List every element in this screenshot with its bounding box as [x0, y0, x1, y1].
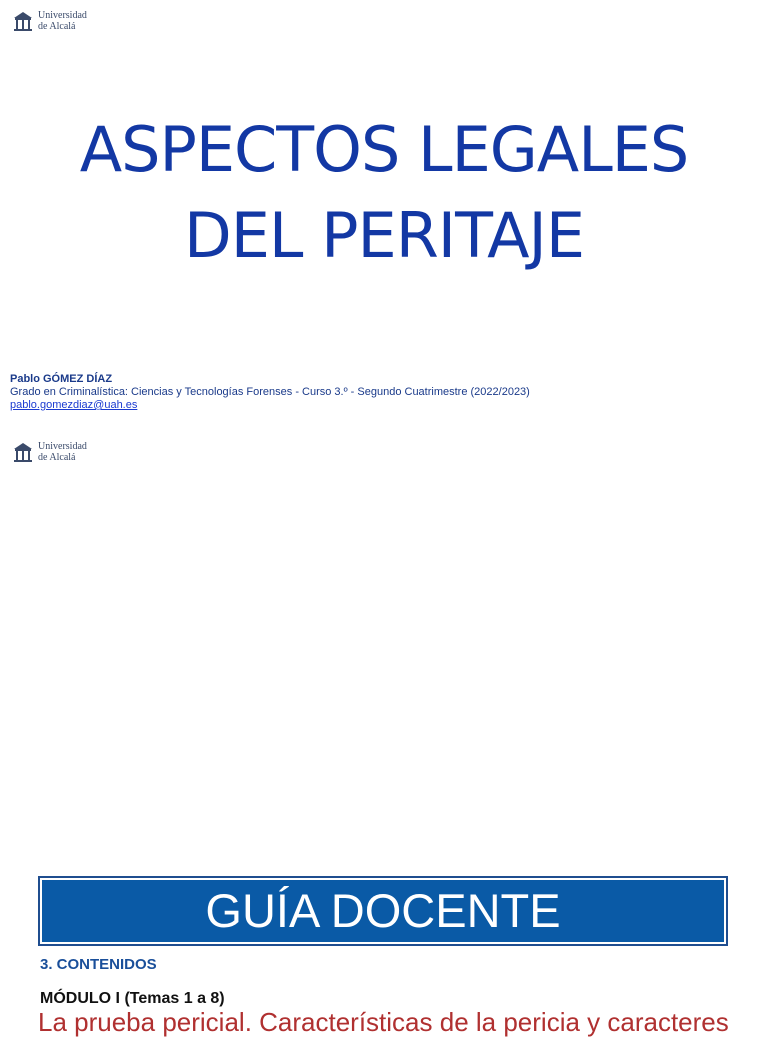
guia-docente-banner: [38, 876, 728, 946]
page-title: [0, 107, 768, 279]
university-logo-secondary: [11, 440, 87, 464]
logo-line2: de Alcalá: [38, 21, 76, 32]
university-crest-icon: [11, 440, 35, 464]
logo-line1: Universidad: [38, 10, 87, 21]
banner-label: GUÍA DOCENTE: [42, 880, 724, 942]
module-heading: MÓDULO I (Temas 1 a 8): [40, 990, 225, 1007]
course-description: Grado en Criminalística: Ciencias y Tecnologías Forenses - Curso 3.º - Segundo Cuatrimestre (2022/2023): [10, 386, 530, 398]
logo-line1: Universidad: [38, 441, 87, 452]
author-email-link[interactable]: pablo.gomezdiaz@uah.es: [10, 399, 138, 411]
university-crest-icon: [11, 9, 35, 33]
title-line1: ASPECTOS LEGALES: [79, 113, 689, 186]
logo-line2: de Alcalá: [38, 452, 76, 463]
module-text: La prueba pericial. Características de la pericia y caracteres: [38, 1007, 729, 1037]
university-logo: [11, 9, 87, 33]
author-info: [10, 373, 530, 412]
title-line2: DEL PERITAJE: [183, 199, 585, 272]
section-heading: 3. CONTENIDOS: [40, 956, 157, 973]
author-name: Pablo GÓMEZ DÍAZ: [10, 373, 113, 385]
